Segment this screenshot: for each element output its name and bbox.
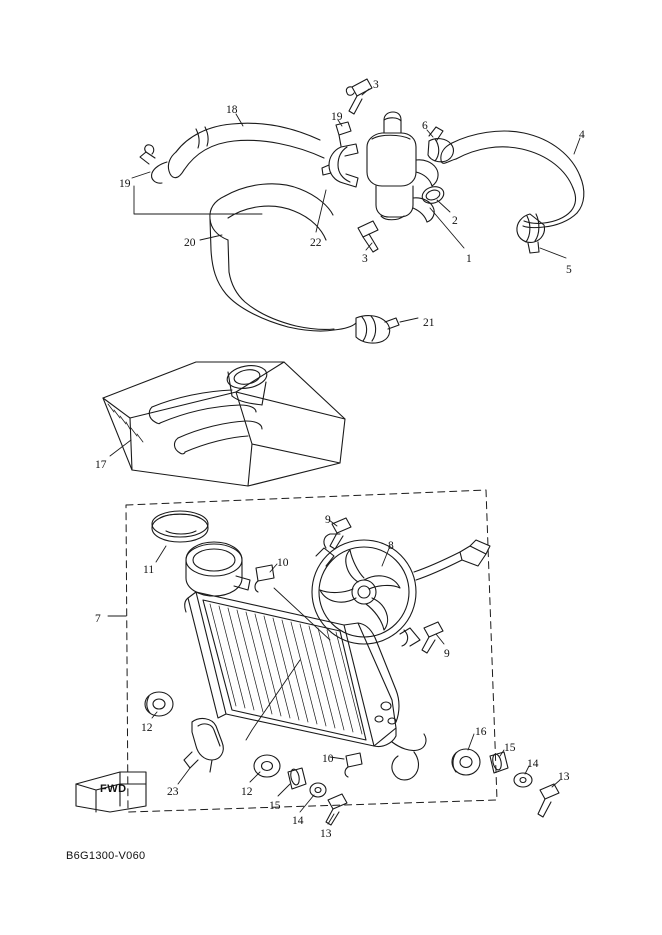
callout-19-upper: 19 — [331, 111, 343, 123]
callout-10-lower: 10 — [322, 753, 334, 765]
callout-3-lower: 3 — [362, 253, 368, 265]
callout-2: 2 — [452, 215, 458, 227]
callout-17: 17 — [95, 459, 107, 471]
callout-14-mid: 14 — [292, 815, 304, 827]
callout-18: 18 — [226, 104, 238, 116]
diagram-part-code: B6G1300-V060 — [66, 850, 146, 862]
callout-23: 23 — [167, 786, 179, 798]
callout-14-right: 14 — [527, 758, 539, 770]
callout-20: 20 — [184, 237, 196, 249]
callout-13-mid: 13 — [320, 828, 332, 840]
fwd-direction-label: FWD — [100, 783, 127, 795]
callout-5: 5 — [566, 264, 572, 276]
callout-15-mid: 15 — [269, 800, 281, 812]
callout-3-upper: 3 — [373, 79, 379, 91]
callout-6: 6 — [422, 120, 428, 132]
callout-4: 4 — [579, 129, 585, 141]
callout-7: 7 — [95, 613, 101, 625]
callout-8: 8 — [388, 540, 394, 552]
callout-16: 16 — [475, 726, 487, 738]
callout-12-mid: 12 — [241, 786, 253, 798]
callout-15-right: 15 — [504, 742, 516, 754]
callout-9-upper: 9 — [325, 514, 331, 526]
callout-11: 11 — [143, 564, 155, 576]
callout-1: 1 — [466, 253, 472, 265]
callout-12-left: 12 — [141, 722, 153, 734]
callout-22: 22 — [310, 237, 322, 249]
callout-9-lower: 9 — [444, 648, 450, 660]
callout-13-right: 13 — [558, 771, 570, 783]
callout-10-upper: 10 — [277, 557, 289, 569]
callout-19-left: 19 — [119, 178, 131, 190]
callout-21: 21 — [423, 317, 435, 329]
